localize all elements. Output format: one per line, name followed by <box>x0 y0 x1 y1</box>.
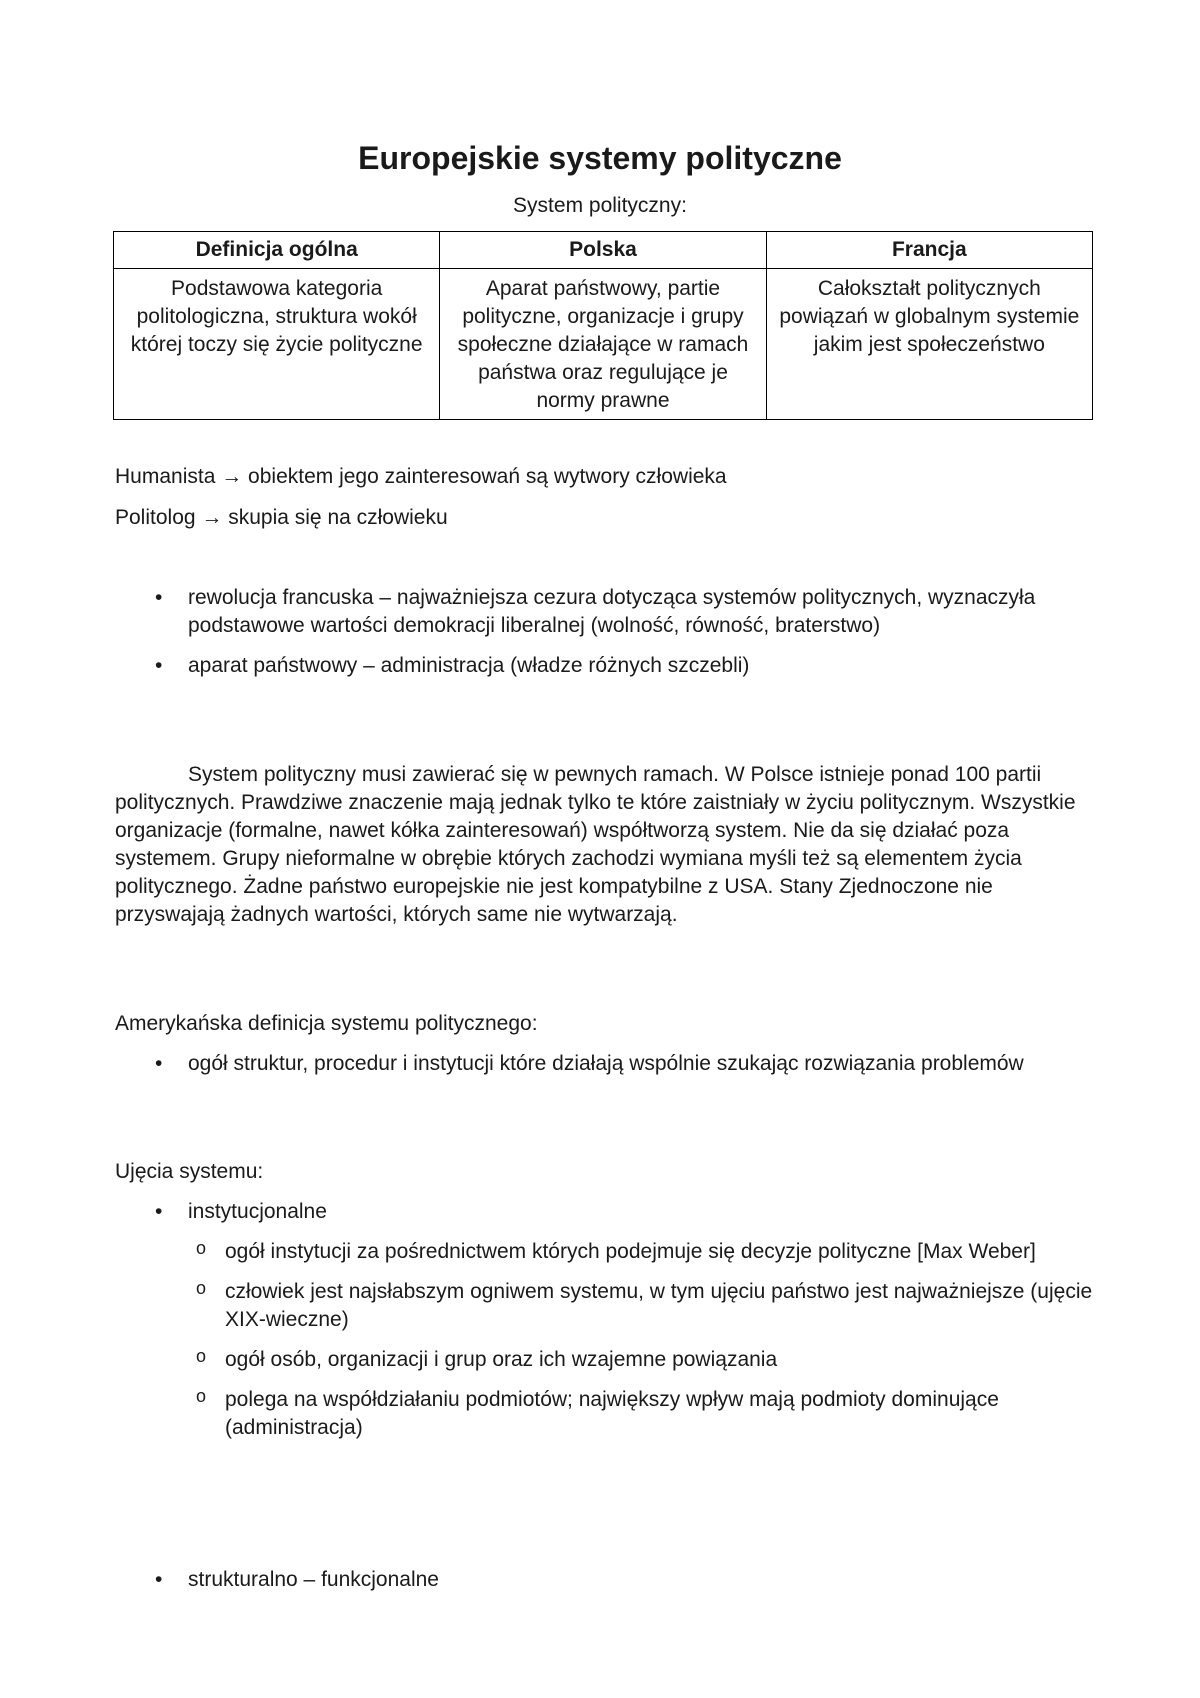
sub-list-item: o polega na współdziałaniu podmiotów; największy wpływ mają podmioty dominujące (administracja) <box>188 1386 1105 1442</box>
table-header-row <box>114 232 1093 269</box>
table-cell: Aparat państwowy, partie polityczne, organizacje i grupy społeczne działające w ramach państwa oraz regulujące je normy prawne <box>440 269 766 420</box>
table-cell: Podstawowa kategoria politologiczna, struktura wokół której toczy się życie polityczne <box>114 269 440 420</box>
american-heading: Amerykańska definicja systemu politycznego: <box>115 1012 538 1035</box>
definition-table <box>113 231 1093 420</box>
ujecia-list-continued <box>115 1566 1105 1606</box>
list-item-label: instytucjonalne <box>188 1200 327 1223</box>
bullet-list-1 <box>115 584 1105 692</box>
table-header-cell: Definicja ogólna <box>114 232 440 269</box>
body-paragraph: System polityczny musi zawierać się w pewnych ramach. W Polsce istnieje ponad 100 partii politycznych. Prawdziwe znaczenie mają jednak tylko te które zaistniały w życiu politycznym. Wszystkie organizacje (formalne, nawet kółka zainteresowań) współtworzą system. Nie da się działać poza systemem. Grupy nieformalne w obrębie których zachodzi wymiana myśli też są elementem życia politycznego. Żadne państwo europejskie nie jest kompatybilne z USA. Stany Zjednoczone nie przyswajają żadnych wartości, których same nie wytwarzają. <box>115 763 1076 926</box>
table-row <box>114 269 1093 420</box>
list-item: • ogół struktur, procedur i instytucji które działają wspólnie szukając rozwiązania problemów <box>115 1050 1105 1078</box>
politolog-line: Politolog → skupia się na człowieku <box>115 506 448 529</box>
ujecia-heading: Ujęcia systemu: <box>115 1160 264 1183</box>
american-list <box>115 1050 1105 1090</box>
table-header-cell: Polska <box>440 232 766 269</box>
sub-list <box>188 1238 1105 1442</box>
ujecia-list <box>115 1198 1105 1454</box>
sub-list-item: o ogół osób, organizacji i grup oraz ich wzajemne powiązania <box>188 1346 1105 1374</box>
list-item: • strukturalno – funkcjonalne <box>115 1566 1105 1594</box>
sub-list-item: o człowiek jest najsłabszym ogniwem systemu, w tym ujęciu państwo jest najważniejsze (ujęcie XIX-wieczne) <box>188 1278 1105 1334</box>
table-cell: Całokształt politycznych powiązań w globalnym systemie jakim jest społeczeństwo <box>766 269 1092 420</box>
page-subtitle: System polityczny: <box>513 194 687 217</box>
page-title: Europejskie systemy polityczne <box>358 140 842 176</box>
list-item: • rewolucja francuska – najważniejsza cezura dotycząca systemów politycznych, wyznaczyła podstawowe wartości demokracji liberalnej (wolność, równość, braterstwo) <box>115 584 1105 640</box>
sub-list-item: o ogół instytucji za pośrednictwem których podejmuje się decyzje polityczne [Max Weber] <box>188 1238 1105 1266</box>
table-header-cell: Francja <box>766 232 1092 269</box>
list-item: • aparat państwowy – administracja (władze różnych szczebli) <box>115 652 1105 680</box>
list-item <box>115 1198 1105 1442</box>
humanista-line: Humanista → obiektem jego zainteresowań są wytwory człowieka <box>115 465 727 488</box>
